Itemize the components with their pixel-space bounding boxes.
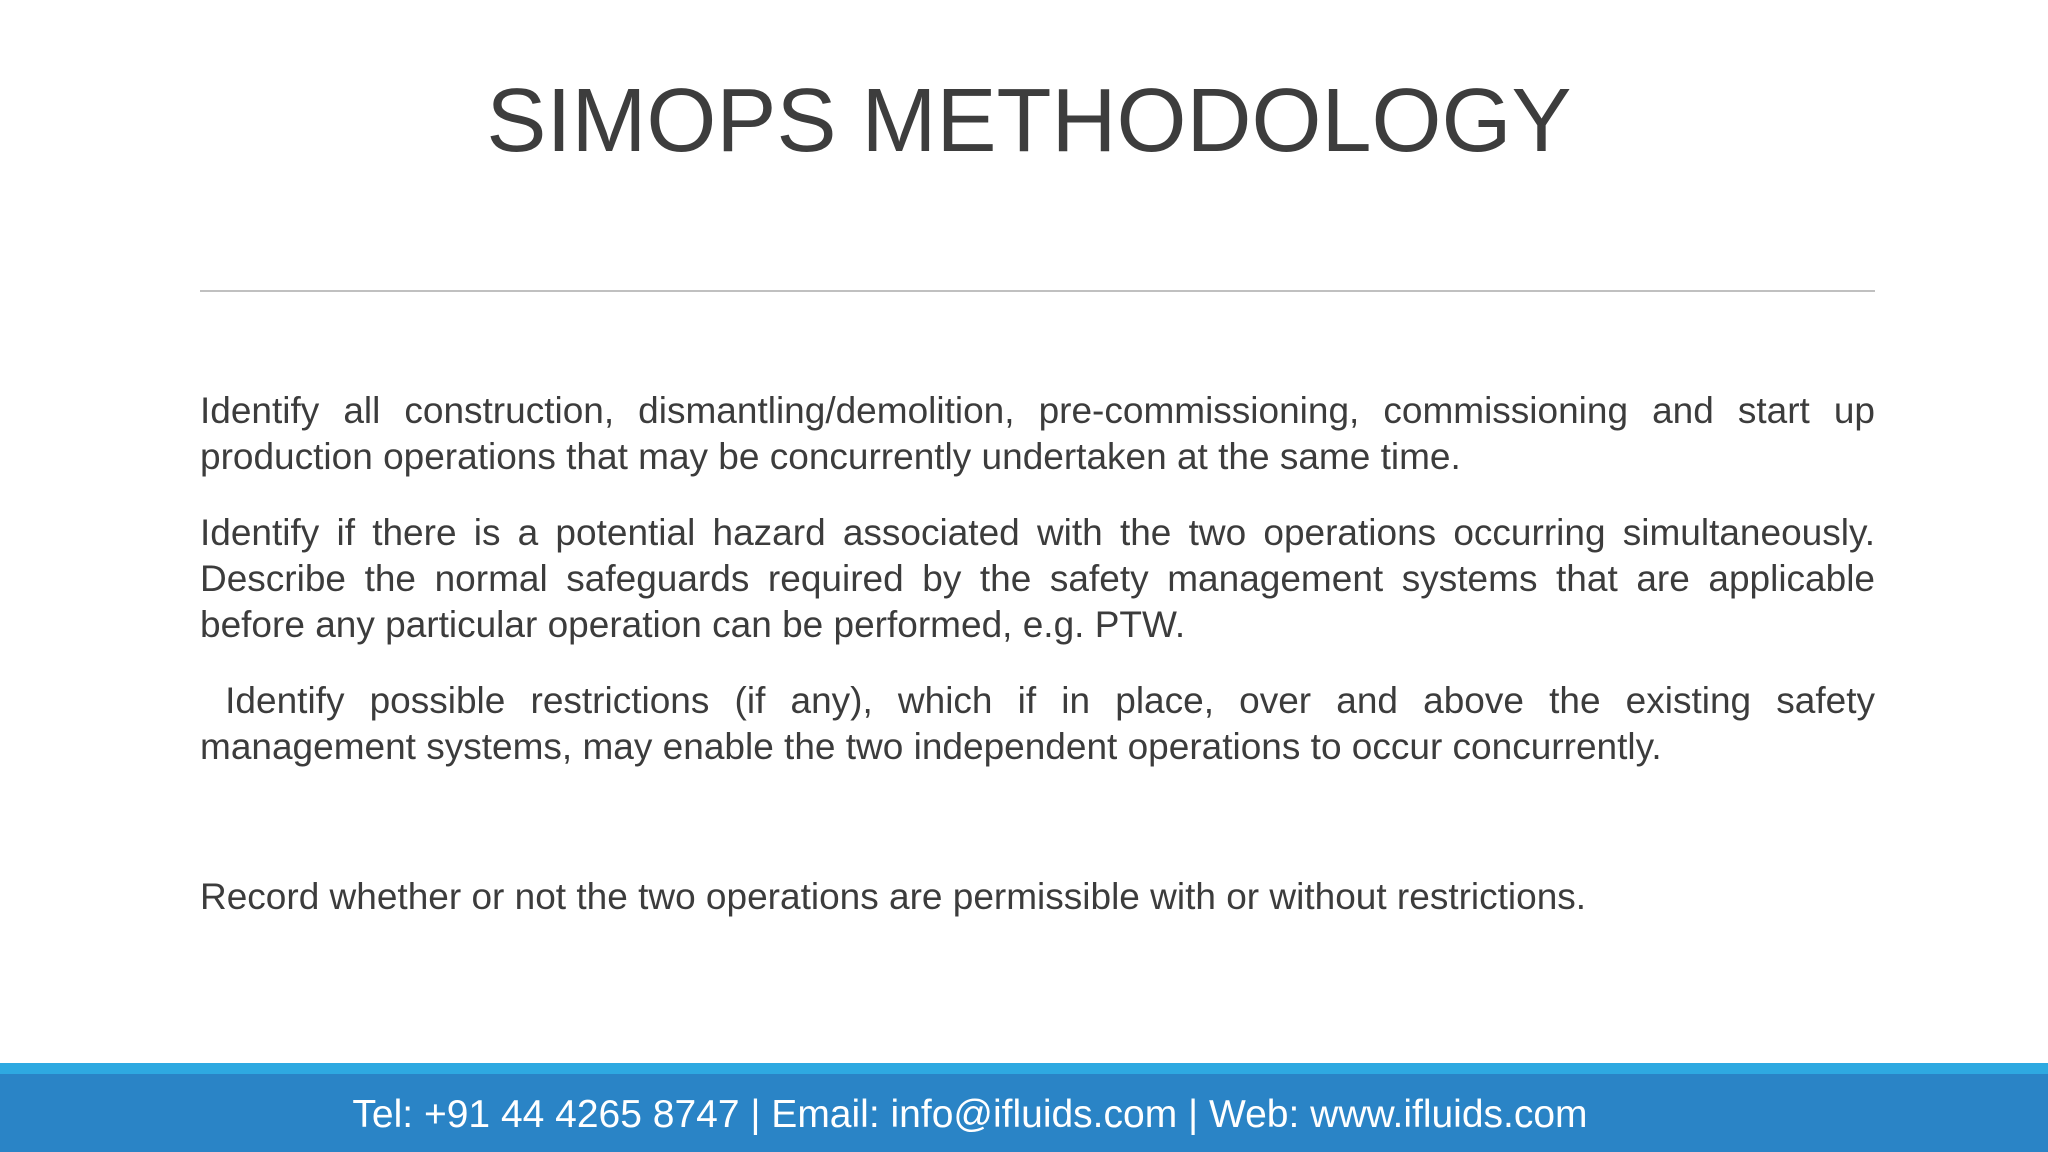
- paragraph-record-permissibility: Record whether or not the two operations are permissible with or without restrictions.: [200, 876, 1587, 917]
- paragraph-identify-restrictions: Identify possible restrictions (if any), which if in place, over and above the existing safety management systems, may enable the two independent operations to occur concurrently.: [200, 680, 1886, 767]
- paragraph-identify-operations: Identify all construction, dismantling/demolition, pre-commissioning, commissioning and start up production operations that may be concurrently undertaken at the same time.: [200, 390, 1875, 477]
- footer-contact-info: Tel: +91 44 4265 8747 | Email: info@ifluids.com | Web: www.ifluids.com: [352, 1093, 1588, 1136]
- paragraph-identify-hazard: Identify if there is a potential hazard associated with the two operations occurring simultaneously. Describe the normal safeguards required by the safety management systems that are applicable before any particular operation can be performed, e.g. PTW.: [200, 512, 1875, 645]
- slide-body: [200, 388, 1886, 950]
- slide-title: SIMOPS METHODOLOGY: [486, 71, 1572, 171]
- title-divider: [200, 290, 1875, 292]
- footer-bar: [0, 1063, 2048, 1152]
- footer-accent-stripe: [0, 1063, 2048, 1074]
